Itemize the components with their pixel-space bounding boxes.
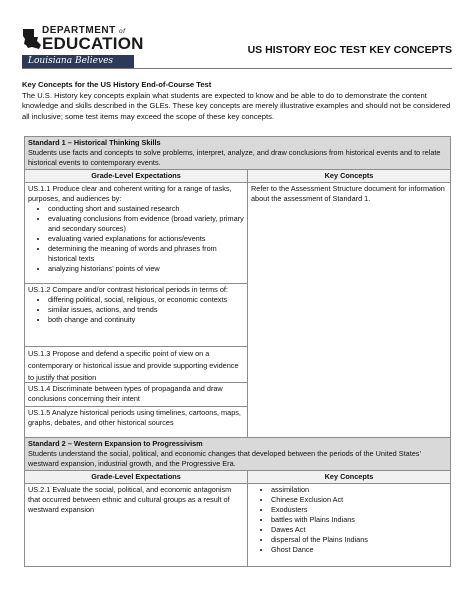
list-item: • evaluating conclusions from evidence (broad variety, primary and secondary sources) [48, 214, 244, 234]
document-title: US HISTORY EOC TEST KEY CONCEPTS [247, 44, 452, 56]
gle-us-1-2 [25, 284, 247, 347]
logo-line-education: EDUCATION [42, 34, 144, 53]
standard-1-table [24, 136, 451, 441]
gle-text: US.1.5 Analyze historical periods using timelines, cartoons, maps, graphs, debates, and other historical sources [28, 408, 241, 427]
list-item: • Exodusters [271, 505, 447, 515]
list-item: • analyzing historians’ points of view [48, 264, 244, 274]
list-item: • battles with Plains Indians [271, 515, 447, 525]
standard-2-column-headers [25, 471, 451, 484]
list-item: • determining the meaning of words and phrases from historical texts [48, 244, 244, 264]
gle-us-2-1 [25, 484, 248, 567]
column-header-gle: Grade-Level Expectations [25, 471, 248, 484]
list-item: • Dawes Act [271, 525, 447, 535]
gle-text: US.1.2 Compare and/or contrast historical periods in terms of: [28, 285, 228, 294]
list-item: • differing political, social, religious, or economic contexts [48, 295, 244, 305]
standard-1-header [25, 137, 451, 170]
column-header-gle: Grade-Level Expectations [25, 170, 248, 183]
standard-2-header [25, 438, 451, 471]
column-header-key-concepts: Key Concepts [248, 170, 451, 183]
gle-us-1-4 [25, 383, 247, 407]
key-concepts-list [251, 485, 447, 555]
standard-2-key-concepts-cell [248, 484, 451, 567]
list-item: • dispersal of the Plains Indians [271, 535, 447, 545]
standard-1-column-headers [25, 170, 451, 183]
logo-line-department: DEPARTMENT of [42, 25, 126, 36]
intro-title: Key Concepts for the US History End-of-Course Test [22, 80, 212, 89]
list-item: • Ghost Dance [271, 545, 447, 555]
department-logo [22, 22, 144, 70]
intro-body: The U.S. History key concepts explain what students are expected to know and be able to do to demonstrate the content knowledge and skills described in the GLEs. These key concepts are merely illustrative examples and should not be considered all inclusive; some test items may exceed the scope of these key concepts. [22, 90, 451, 121]
list-item: • conducting short and sustained research [48, 204, 244, 214]
gle-text: US.1.4 Discriminate between types of propaganda and draw conclusions concerning their intent [28, 384, 223, 403]
list-item: • Chinese Exclusion Act [271, 495, 447, 505]
gle-text: US.1.3 Propose and defend a specific point of view on a contemporary or historical issue and provide supporting evidence to justify that position [28, 349, 239, 382]
column-header-key-concepts: Key Concepts [248, 471, 451, 484]
gle-us-1-5 [25, 407, 247, 440]
standard-2-description: Students understand the social, political, and economic changes that developed between the periods of the United States’ westward expansion, industrial growth, and the Progressive Era. [28, 449, 421, 468]
standard-1-key-concepts-cell [248, 183, 451, 441]
standard-1-description: Students use facts and concepts to solve problems, interpret, analyze, and draw conclusions from historical events and to relate historical events to contemporary events. [28, 148, 441, 167]
gle-us-1-1 [25, 183, 247, 284]
standard-2-title: Standard 2 – Western Expansion to Progressivism [28, 439, 203, 448]
logo-tagline: Louisiana Believes [28, 56, 114, 66]
page-header [0, 0, 474, 80]
gle-text: US.1.1 Produce clear and coherent writing for a range of tasks, purposes, and audiences by: [28, 184, 232, 203]
standard-2-body [25, 484, 451, 567]
list-item: • assimilation [271, 485, 447, 495]
list-item: • evaluating varied explanations for actions/events [48, 234, 244, 244]
list-item: • similar issues, actions, and trends [48, 305, 244, 315]
standard-1-body [25, 183, 451, 441]
header-divider [22, 68, 452, 69]
gle-text: US.2.1 Evaluate the social, political, and economic antagonism that occurred between ethnic and cultural groups as a result of westward expansion [28, 485, 232, 514]
key-concepts-text: Refer to the Assessment Structure document for information about the assessment of Standard 1. [251, 184, 445, 203]
gle-bullet-list [28, 295, 244, 325]
gle-us-1-3 [25, 347, 247, 383]
standard-1-gle-cell [25, 183, 248, 441]
intro-section [22, 80, 456, 122]
standard-1-title: Standard 1 – Historical Thinking Skills [28, 138, 161, 147]
standard-2-table [24, 437, 451, 567]
louisiana-state-icon [22, 28, 42, 50]
gle-bullet-list [28, 204, 244, 274]
list-item: • both change and continuity [48, 315, 244, 325]
